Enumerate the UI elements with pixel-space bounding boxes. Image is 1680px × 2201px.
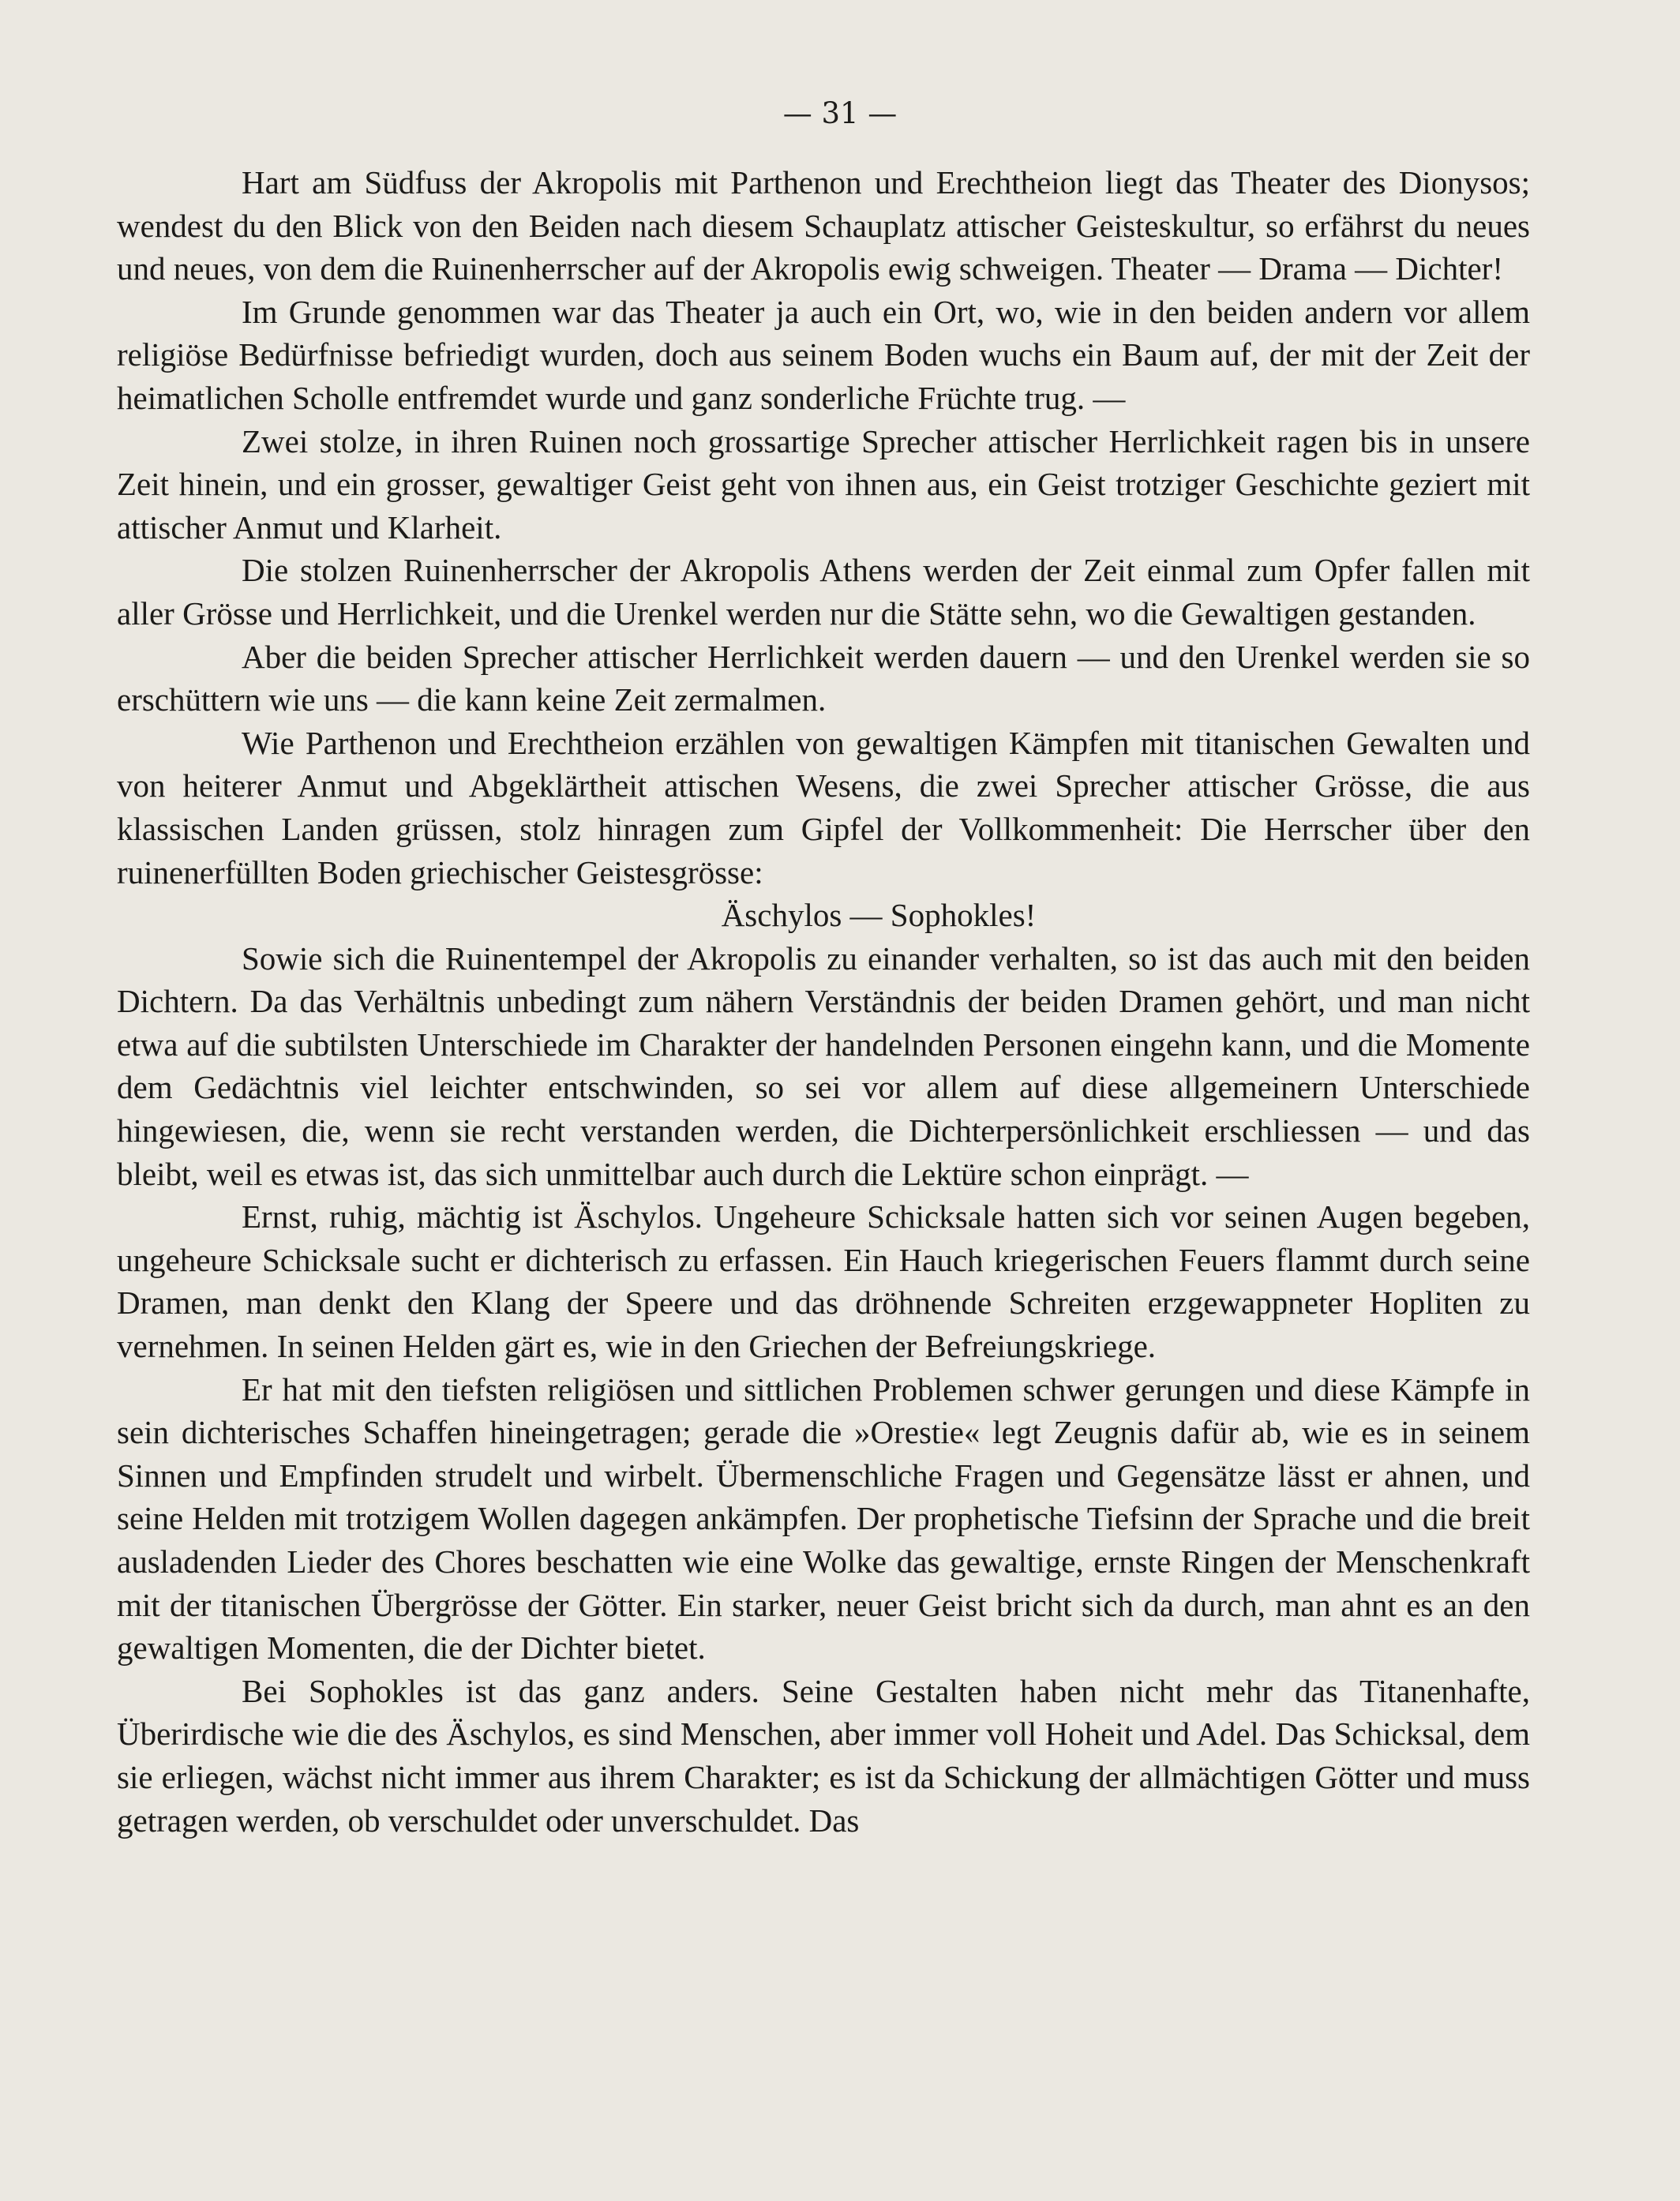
paragraph: Aber die beiden Sprecher attischer Herrlichkeit werden dauern — und den Urenkel werden sie so erschüttern wie uns — die kann keine Zeit zermalmen.: [117, 638, 1530, 718]
paragraph: Zwei stolze, in ihren Ruinen noch grossartige Sprecher attischer Herrlichkeit ragen bis in unsere Zeit hinein, und ein grosser, gewaltiger Geist geht von ihnen aus, ein Geist trotziger Geschichte geziert mit attischer Anmut und Klarheit.: [117, 422, 1530, 546]
paragraph: Ernst, ruhig, mächtig ist Äschylos. Ungeheure Schicksale hatten sich vor seinen Augen begeben, ungeheure Schicksale sucht er dichterisch zu erfassen. Ein Hauch kriegerischen Feuers flammt durch seine Dramen, man denkt den Klang der Speere und das dröhnende Schreiten erzgewappneter Hopliten zu vernehmen. In seinen Helden gärt es, wie in den Griechen der Befreiungskriege.: [117, 1198, 1530, 1365]
body-text: [117, 161, 1530, 1842]
paragraph: Er hat mit den tiefsten religiösen und sittlichen Problemen schwer gerungen und diese Kämpfe in sein dichterisches Schaffen hineingetragen; gerade die »Orestie« legt Zeugnis dafür ab, wie es in seinem Sinnen und Empfinden strudelt und wirbelt. Übermenschliche Fragen und Gegensätze lässt er ahnen, und seine Helden mit trotzigem Wollen dagegen ankämpfen. Der prophetische Tiefsinn der Sprache und die breit ausladenden Lieder des Chores beschatten wie eine Wolke das gewaltige, ernste Ringen der Menschenkraft mit der titanischen Übergrösse der Götter. Ein starker, neuer Geist bricht sich da durch, man ahnt es an den gewaltigen Momenten, die der Dichter bietet.: [117, 1370, 1530, 1667]
paragraph: Hart am Südfuss der Akropolis mit Parthenon und Erechtheion liegt das Theater des Dionysos; wendest du den Blick von den Beiden nach diesem Schauplatz attischer Geisteskultur, so erfährst du neues und neues, von dem die Ruinenherrscher auf der Akropolis ewig schweigen. Theater — Drama — Dichter!: [117, 164, 1530, 287]
paragraph: Bei Sophokles ist das ganz anders. Seine Gestalten haben nicht mehr das Titanenhafte, Überirdische wie die des Äschylos, es sind Menschen, aber immer voll Hoheit und Adel. Das Schicksal, dem sie erliegen, wächst nicht immer aus ihrem Charakter; es ist da Schickung der allmächtigen Götter und muss getragen werden, ob verschuldet oder unverschuldet. Das: [117, 1672, 1530, 1839]
section-heading: Äschylos — Sophokles!: [721, 897, 1037, 934]
paragraph: Wie Parthenon und Erechtheion erzählen von gewaltigen Kämpfen mit titanischen Gewalten und von heiterer Anmut und Abgeklärtheit attischen Wesens, die zwei Sprecher attischer Grösse, die aus klassischen Landen grüssen, stolz hinragen zum Gipfel der Vollkommenheit: Die Herrscher über den ruinenerfüllten Boden griechischer Geistesgrösse:: [117, 724, 1530, 891]
page-number: — 31 —: [782, 96, 898, 130]
paragraph: Die stolzen Ruinenherrscher der Akropolis Athens werden der Zeit einmal zum Opfer fallen mit aller Grösse und Herrlichkeit, und die Urenkel werden nur die Stätte sehn, wo die Gewaltigen gestanden.: [117, 552, 1530, 632]
paragraph: Im Grunde genommen war das Theater ja auch ein Ort, wo, wie in den beiden andern vor allem religiöse Bedürfnisse befriedigt wurden, doch aus seinem Boden wuchs ein Baum auf, der mit der Zeit der heimatlichen Scholle entfremdet wurde und ganz sonderliche Früchte trug. —: [117, 293, 1530, 416]
paragraph: Sowie sich die Ruinentempel der Akropolis zu einander verhalten, so ist das auch mit den beiden Dichtern. Da das Verhältnis unbedingt zum nähern Verständnis der beiden Dramen gehört, und man nicht etwa auf die subtilsten Unterschiede im Charakter der handelnden Personen eingehn kann, und die Momente dem Gedächtnis viel leichter entschwinden, so sei vor allem auf diese allgemeinern Unterschiede hingewiesen, die, wenn sie recht verstanden werden, die Dichterpersönlichkeit erschliessen — und das bleibt, weil es etwas ist, das sich unmittelbar auch durch die Lektüre schon einprägt. —: [117, 939, 1530, 1192]
